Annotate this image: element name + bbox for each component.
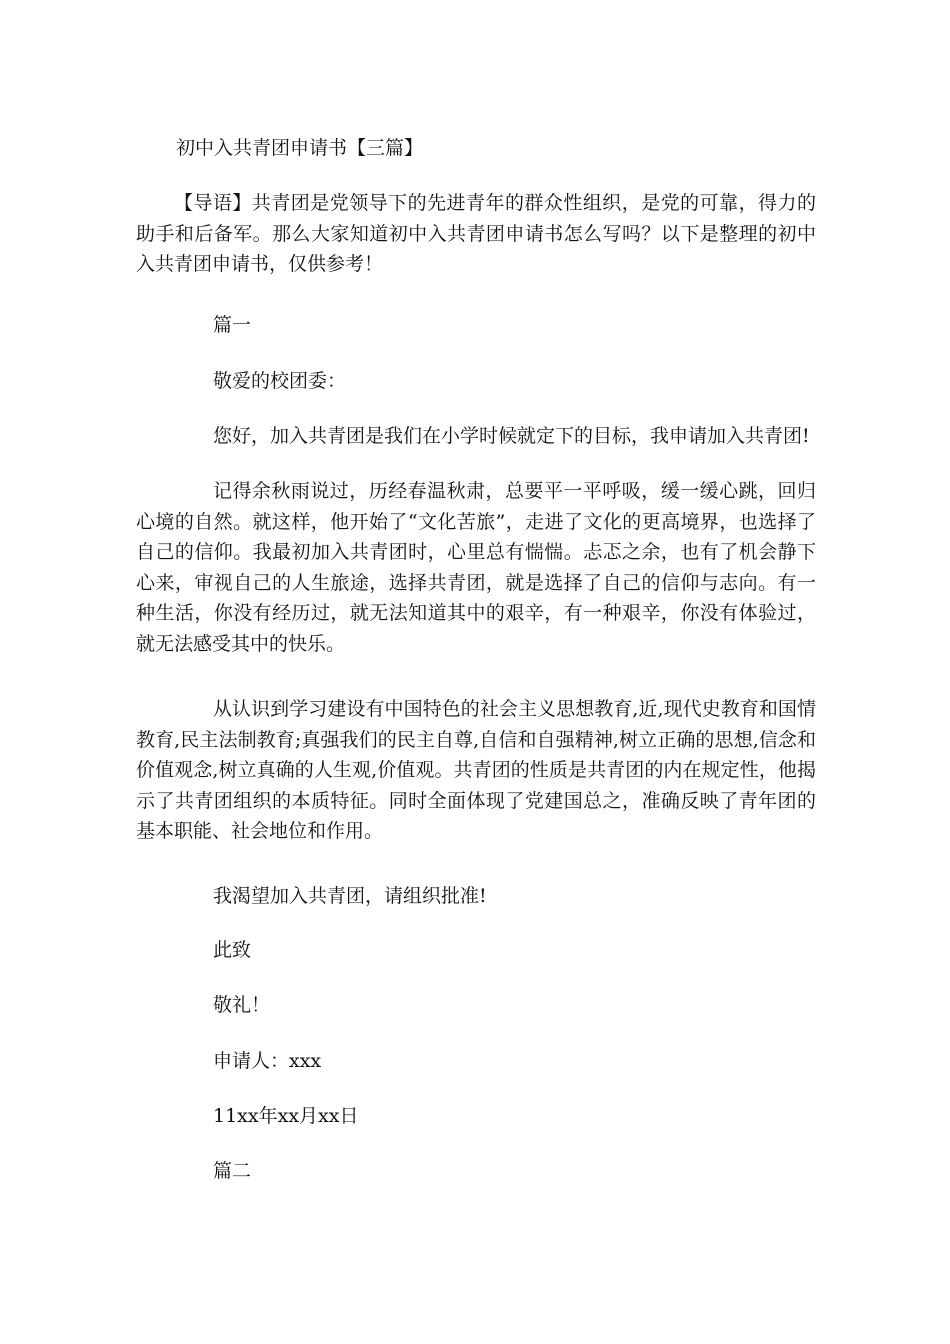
date-line: 11xx年xx月xx日 xyxy=(213,1105,359,1127)
body-paragraph-1: 记得余秋雨说过，历经春温秋肃，总要平一平呼吸，缓一缓心跳，回归心境的自然。就这样，他开始了“文化苦旅”，走进了文化的更高境界，也选择了自己的信仰。我最初加入共青团时，心里总有惴惴。忐忑之余，也有了机会静下心来，审视自己的人生旅途，选择共青团，就是选择了自己的信仰与志向。有一种生活，你没有经历过，就无法知道其中的艰辛，有一种艰辛，你没有体验过，就无法感受其中的快乐。 xyxy=(136,480,816,655)
greeting-paragraph: 您好，加入共青团是我们在小学时候就定下的目标，我申请加入共青团! xyxy=(213,425,810,447)
request-paragraph: 我渴望加入共青团，请组织批准! xyxy=(213,885,487,907)
closing-line-1: 此致 xyxy=(213,939,252,961)
intro-paragraph: 【导语】共青团是党领导下的先进青年的群众性组织，是党的可靠，得力的助手和后备军。那么大家知道初中入共青团申请书怎么写吗？以下是整理的初中入共青团申请书，仅供参考！ xyxy=(136,192,816,275)
salutation: 敬爱的校团委： xyxy=(213,370,347,392)
section-heading-2: 篇二 xyxy=(213,1160,252,1182)
document-title: 初中入共青团申请书【三篇】 xyxy=(176,137,424,159)
section-heading-1: 篇一 xyxy=(213,314,252,336)
body-paragraph-2: 从认识到学习建设有中国特色的社会主义思想教育,近,现代史教育和国情教育,民主法制教育;真强我们的民主自尊,自信和自强精神,树立正确的思想,信念和价值观念,树立真确的人生观,价值观。共青团的性质是共青团的内在规定性，他揭示了共青团组织的本质特征。同时全面体现了党建国总之，准确反映了青年团的基本职能、社会地位和作用。 xyxy=(136,698,816,842)
applicant-line: 申请人：xxx xyxy=(213,1050,322,1072)
closing-line-2: 敬礼！ xyxy=(213,994,271,1016)
